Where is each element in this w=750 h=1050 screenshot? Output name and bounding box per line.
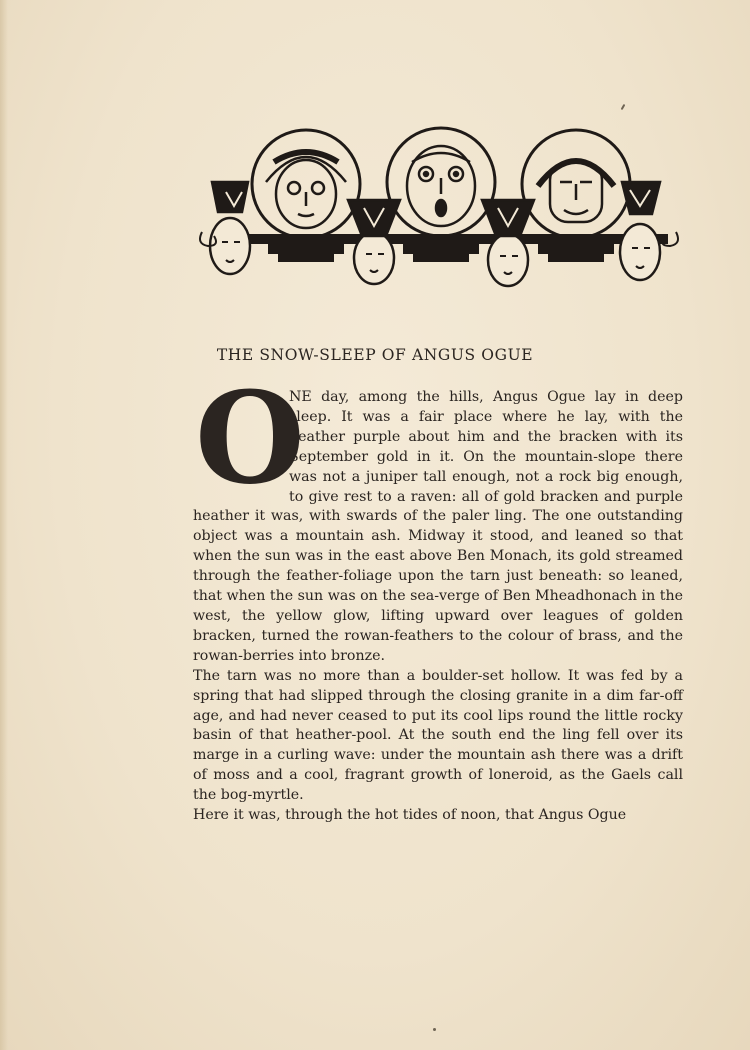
headpiece-ornament (198, 122, 680, 292)
paper-speck (433, 1028, 436, 1031)
paragraph: The tarn was no more than a boulder-set hollow. It was fed by a spring that had slipped through the closing granite in a dim far-off age, and had never ceased to put its cool lips round the little rocky basin of that heather-pool. At the south end the ling fell over its marge in a curling wave: under the mountain ash there was a drift of moss and a cool, fragrant growth of loneroid, as the Gaels call the bog-myrtle. (193, 667, 683, 804)
body-text (193, 364, 683, 826)
drop-cap: O (195, 364, 305, 512)
paper-speck (621, 104, 626, 110)
chapter-title: THE SNOW-SLEEP OF ANGUS OGUE (216, 346, 534, 364)
paragraph: Here it was, through the hot tides of noon, that Angus Ogue (193, 807, 627, 824)
paragraph: NE day, among the hills, Angus Ogue lay in deep sleep. It was a fair place where he lay, with the heather purple about him and the bracken with its September gold in it. On the mountain-slope there was not a juniper tall enough, not a rock big enough, to give rest to a raven: all of gold bracken and purple heather it was, with swards of the paler ling. The one outstanding object was a mountain ash. Midway it stood, and leaned so that when the sun was in the east above Ben Monach, its gold streamed through the feather-foliage upon the tarn just beneath: so leaned, that when the sun was on the sea-verge of Ben Mheadhonach in the west, the yellow glow, lifting upward over leagues of golden bracken, turned the rowan-feathers to the colour of brass, and the rowan-berries into bronze. (193, 389, 683, 664)
